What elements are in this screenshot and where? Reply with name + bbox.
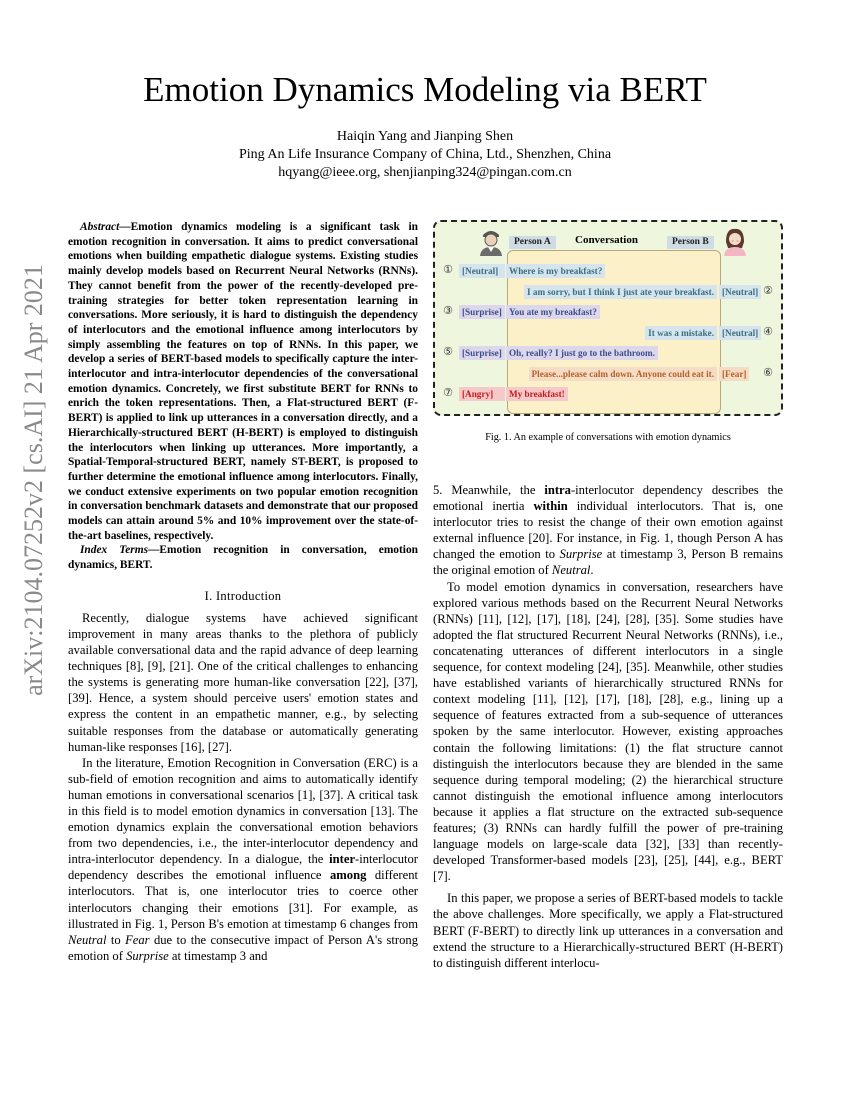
author-emails: hqyang@ieee.org, shenjianping324@pingan.com.cn (278, 165, 572, 180)
emotion-surprise: Surprise (559, 547, 603, 562)
text-run: due to the consecutive impact of Person A's strong emotion of (68, 932, 419, 963)
utterance-text: Where is my breakfast? (506, 264, 605, 278)
emotion-surprise: Surprise (126, 948, 169, 963)
text-run: In the literature, Emotion Recognition in Conversation (ERC) is a sub-field of emotion recognition and aims to automatically identify human emotions in conversational scenarios [1], [37]. A critical task in this field is to model emotion dynamics in conversation [13]. The emotion dynamics explain the conversational emotion behaviors from two dependencies, i.e., the inter-interlocutor dependency and intra-interlocutor dependency. In a dialogue, the (68, 755, 418, 867)
utterance-number: ⑥ (763, 366, 773, 379)
emphasis-among: among (330, 868, 367, 883)
index-terms-text: —Emotion recognition in conversation, emotion dynamics, BERT. (68, 544, 418, 572)
index-terms-label: Index Terms (80, 544, 149, 557)
intro-paragraph-5: In this paper, we propose a series of BERT-based models to tackle the above challenges. More specifically, we apply a Flat-structured BERT (F-BERT) to directly link up utterances in a conversation and extend the structure to a Hierarchically-structured BERT (H-BERT) to distinguish different interlocu- (433, 891, 783, 970)
abstract-text: —Emotion dynamics modeling is a significant task in emotion recognition in conversation. It aims to predict conversational emotions when building empathetic dialogue systems. Existing studies mainly develop models based on Recurrent Neural Networks (RNNs). They cannot benefit from the power of the recently-developed pre-training strategies for better token representation learning in conversations. More seriously, it is hard to distinguish the dependency of interlocutors and the emotional influence among interlocutors by simply assembling the features on top of RNNs. In this paper, we develop a series of BERT-based models to specifically capture the inter-interlocutor and intra-interlocutor dependencies of the conversational emotion dynamics. Concretely, we first substitute BERT for RNNs to enrich the token representations. Then, a Flat-structured BERT (F-BERT) is applied to link up utterances in a conversation directly, and a Hierarchically-structured BERT (H-BERT) is employed to distinguish the interlocutors when linking up utterances. More importantly, a Spatial-Temporal-structured BERT, namely ST-BERT, is proposed to further determine the emotional influence among interlocutors. Finally, we conduct extensive experiments on two popular emotion recognition in conversation benchmark datasets and demonstrate that our proposed models can attain around 5% and 10% improvement over the state-of-the-art baselines, respectively. (68, 221, 418, 542)
person-b-avatar-icon (721, 226, 749, 256)
paper-title: Emotion Dynamics Modeling via BERT (143, 70, 707, 109)
emotion-label: [Angry] (459, 387, 505, 401)
utterance-number: ① (443, 264, 453, 276)
abstract (68, 220, 418, 543)
utterance-number: ⑦ (443, 387, 453, 399)
conversation-label: Conversation (575, 234, 638, 246)
utterance-text: I am sorry, but I think I just ate your breakfast. (524, 285, 717, 299)
utterance-number: ⑤ (443, 346, 453, 358)
utterance-number: ③ (443, 305, 453, 317)
arxiv-identifier: arXiv:2104.07252v2 [cs.AI] 21 Apr 2021 (19, 264, 48, 696)
author-affiliation: Ping An Life Insurance Company of China, Ltd., Shenzhen, China (238, 147, 612, 162)
emotion-label: [Surprise] (459, 305, 505, 319)
emphasis-within: within (533, 499, 568, 514)
intro-paragraph-3 (433, 482, 783, 579)
emotion-fear: Fear (125, 932, 150, 947)
emphasis-inter: inter (329, 852, 356, 867)
author-names: Haiqin Yang and Jianping Shen (336, 129, 514, 144)
utterance-text: It was a mistake. (645, 326, 717, 340)
utterance-text: Please...please calm down. Anyone could eat it. (529, 367, 717, 381)
person-b-label: Person B (667, 236, 714, 249)
figure-1-conversation (433, 220, 783, 416)
abstract-label: Abstract (80, 221, 120, 233)
emotion-label: [Neutral] (719, 326, 761, 340)
text-run: at timestamp 3, Person B remains the original emotion of (433, 547, 783, 578)
utterance-number: ④ (763, 325, 773, 338)
intro-paragraph-4: To model emotion dynamics in conversation, researchers have explored various methods based on the Recurrent Neural Networks (RNNs) [11], [12], [17], [18], [24], [28], [35]. Some studies have adopted the flat structured Recurrent Neural Networks (RNNs), i.e., concatenating utterances of different interlocutors in a single sequence, for context modeling [24], [35]. Meanwhile, other studies have established variants of hierarchically structured RNNs for context modeling [11], [12], [17], [18], [28], e.g., lining up a sequence of features extracted from a sub-sequence of utterances spoken by the same interlocutor. However, existing approaches contain the following limitations: (1) the flat structure cannot distinguish the interlocutors because they are blended in the same sequence during temporal modeling; (2) the hierarchical structure cannot distinguish the emotional influence among interlocutors because it applies a flat structure on the extracted sub-sequence features; (3) RNNs can hardly fulfill the power of pre-training language models on large-scale data [32], [33] than recently-developed Transformer-based models [23], [25], [44], e.g., BERT [7]. (433, 579, 783, 884)
emotion-neutral: Neutral (551, 563, 591, 578)
emotion-label: [Fear] (719, 367, 749, 381)
figure-caption: Fig. 1. An example of conversations with emotion dynamics (485, 432, 731, 443)
right-column (433, 482, 783, 971)
intro-paragraph-2 (68, 755, 418, 964)
utterance-number: ② (763, 284, 773, 297)
person-a-label: Person A (509, 236, 556, 249)
text-run: at timestamp 3 and (168, 948, 268, 963)
emotion-label: [Neutral] (719, 285, 761, 299)
text-run: individual interlocutors. That is, one interlocutor tries to resist the change of their own emotion against external influence [20]. For instance, in Fig. 1, though Person A has changed the emotion to (433, 499, 783, 562)
utterance-text: My breakfast! (506, 387, 568, 401)
utterance-text: You ate my breakfast? (506, 305, 600, 319)
text-run: 5. Meanwhile, the (433, 483, 545, 497)
utterance-text: Oh, really? I just go to the bathroom. (506, 346, 658, 360)
emotion-label: [Surprise] (459, 346, 505, 360)
text-run: . (590, 563, 594, 578)
text-run: different interlocutors. That is, one interlocutor tries to coerce other interlocutors changing their emotions [31]. For example, as illustrated in Fig. 1, Person B's emotion at timestamp 6 changes from (68, 868, 418, 931)
emphasis-intra: intra (544, 483, 571, 497)
left-column (68, 220, 418, 964)
author-block (0, 128, 850, 182)
intro-paragraph-1: Recently, dialogue systems have achieved significant improvement in many areas thanks to the plethora of publicly available conversational data and the rapid advance of deep learning techniques [8], [9], [21]. One of the critical challenges to enhancing the systems is generating more human-like conversation [22], [37], [39]. Hence, a system should perceive users' emotion states and express the content in an empathetic manner, e.g., by selecting suitable responses from the database or automatically generating human-like responses [16], [27]. (68, 610, 418, 754)
text-run: to (106, 932, 126, 947)
arxiv-stamp (14, 260, 54, 700)
emotion-label: [Neutral] (459, 264, 505, 278)
section-heading-introduction: I. Introduction (204, 588, 282, 603)
person-a-avatar-icon (477, 226, 505, 256)
text-run: -interlocutor dependency describes the emotional inertia (433, 483, 783, 514)
index-terms (68, 543, 418, 572)
text-run: -interlocutor dependency describes the emotional influence (68, 852, 418, 883)
emotion-neutral: Neutral (68, 932, 107, 947)
